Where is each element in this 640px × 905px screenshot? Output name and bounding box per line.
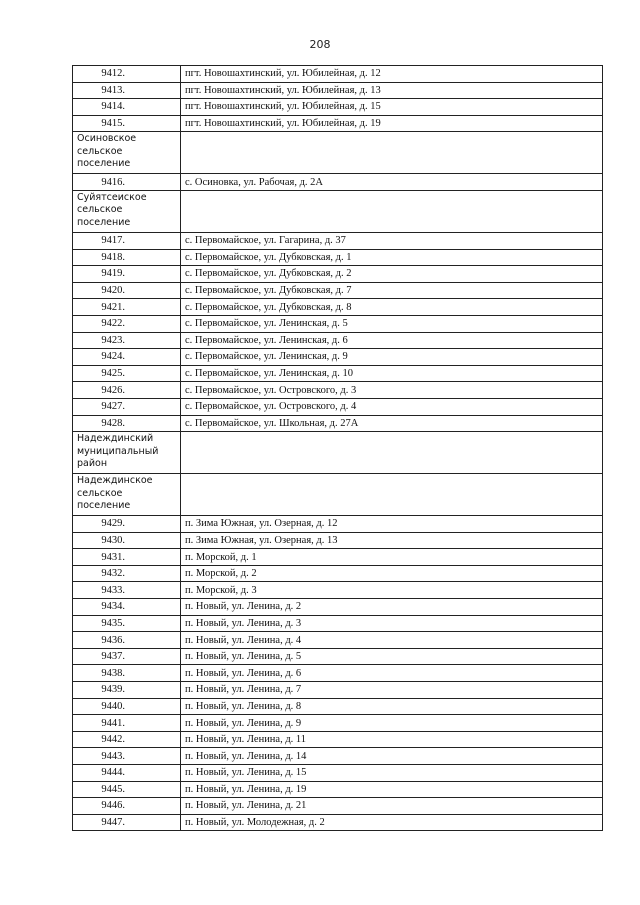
row-address: с. Осиновка, ул. Рабочая, д. 2А [181, 174, 603, 191]
row-number: 9412. [73, 66, 181, 83]
section-header-label: Суйятсеиское сельское поселение [73, 190, 181, 232]
table-row [73, 632, 603, 649]
row-address: с. Первомайское, ул. Островского, д. 4 [181, 398, 603, 415]
table-row [73, 665, 603, 682]
table-row [73, 82, 603, 99]
table-row [73, 698, 603, 715]
row-number: 9423. [73, 332, 181, 349]
table-row [73, 99, 603, 116]
row-number: 9421. [73, 299, 181, 316]
row-number: 9433. [73, 582, 181, 599]
row-address: п. Новый, ул. Ленина, д. 7 [181, 682, 603, 699]
row-number: 9424. [73, 349, 181, 366]
row-number: 9431. [73, 549, 181, 566]
section-header-row [73, 132, 603, 174]
row-address: п. Новый, ул. Ленина, д. 9 [181, 715, 603, 732]
table-row [73, 282, 603, 299]
table-row [73, 365, 603, 382]
table-row [73, 232, 603, 249]
row-number: 9419. [73, 266, 181, 283]
row-address: п. Новый, ул. Ленина, д. 15 [181, 765, 603, 782]
row-address: п. Зима Южная, ул. Озерная, д. 12 [181, 516, 603, 533]
table-row [73, 532, 603, 549]
row-number: 9422. [73, 315, 181, 332]
table-row [73, 299, 603, 316]
table-row [73, 781, 603, 798]
row-number: 9426. [73, 382, 181, 399]
row-address: п. Новый, ул. Ленина, д. 6 [181, 665, 603, 682]
row-address: п. Новый, ул. Ленина, д. 14 [181, 748, 603, 765]
table-row [73, 549, 603, 566]
section-header-empty-cell [181, 132, 603, 174]
row-address: п. Новый, ул. Ленина, д. 5 [181, 648, 603, 665]
table-row [73, 382, 603, 399]
row-address: п. Новый, ул. Ленина, д. 11 [181, 731, 603, 748]
section-header-row [73, 432, 603, 474]
table-row [73, 266, 603, 283]
row-number: 9445. [73, 781, 181, 798]
row-address: п. Зима Южная, ул. Озерная, д. 13 [181, 532, 603, 549]
section-header-empty-cell [181, 474, 603, 516]
row-number: 9428. [73, 415, 181, 432]
table-row [73, 249, 603, 266]
table-row [73, 814, 603, 831]
row-address: пгт. Новошахтинский, ул. Юбилейная, д. 15 [181, 99, 603, 116]
row-address: с. Первомайское, ул. Гагарина, д. 37 [181, 232, 603, 249]
row-address: с. Первомайское, ул. Ленинская, д. 5 [181, 315, 603, 332]
row-number: 9417. [73, 232, 181, 249]
row-address: п. Новый, ул. Ленина, д. 8 [181, 698, 603, 715]
row-number: 9437. [73, 648, 181, 665]
table-row [73, 682, 603, 699]
row-address: с. Первомайское, ул. Школьная, д. 27А [181, 415, 603, 432]
row-address: п. Новый, ул. Ленина, д. 19 [181, 781, 603, 798]
row-address: п. Новый, ул. Ленина, д. 21 [181, 798, 603, 815]
table-row [73, 798, 603, 815]
row-address: п. Морской, д. 1 [181, 549, 603, 566]
row-number: 9427. [73, 398, 181, 415]
section-header-empty-cell [181, 432, 603, 474]
section-header-label: Осиновское сельское поселение [73, 132, 181, 174]
table-row [73, 516, 603, 533]
table-row [73, 415, 603, 432]
address-table-body [73, 66, 603, 831]
table-row [73, 315, 603, 332]
row-address: п. Новый, ул. Ленина, д. 2 [181, 599, 603, 616]
table-row [73, 349, 603, 366]
row-number: 9413. [73, 82, 181, 99]
table-row [73, 174, 603, 191]
row-number: 9444. [73, 765, 181, 782]
row-number: 9434. [73, 599, 181, 616]
row-number: 9420. [73, 282, 181, 299]
table-row [73, 748, 603, 765]
row-number: 9446. [73, 798, 181, 815]
row-address: с. Первомайское, ул. Дубковская, д. 2 [181, 266, 603, 283]
row-address: с. Первомайское, ул. Ленинская, д. 10 [181, 365, 603, 382]
section-header-label: Надеждинский муниципальный район [73, 432, 181, 474]
row-address: п. Новый, ул. Молодежная, д. 2 [181, 814, 603, 831]
row-number: 9416. [73, 174, 181, 191]
row-number: 9442. [73, 731, 181, 748]
row-address: с. Первомайское, ул. Дубковская, д. 7 [181, 282, 603, 299]
row-address: с. Первомайское, ул. Ленинская, д. 6 [181, 332, 603, 349]
row-number: 9440. [73, 698, 181, 715]
address-table [72, 65, 603, 831]
row-address: п. Морской, д. 3 [181, 582, 603, 599]
table-row [73, 599, 603, 616]
row-number: 9439. [73, 682, 181, 699]
section-header-label: Надеждинское сельское поселение [73, 474, 181, 516]
table-row [73, 648, 603, 665]
row-address: пгт. Новошахтинский, ул. Юбилейная, д. 13 [181, 82, 603, 99]
row-number: 9418. [73, 249, 181, 266]
table-row [73, 582, 603, 599]
row-number: 9415. [73, 115, 181, 132]
row-address: п. Новый, ул. Ленина, д. 4 [181, 632, 603, 649]
row-address: пгт. Новошахтинский, ул. Юбилейная, д. 19 [181, 115, 603, 132]
row-number: 9441. [73, 715, 181, 732]
row-number: 9435. [73, 615, 181, 632]
row-address: с. Первомайское, ул. Островского, д. 3 [181, 382, 603, 399]
table-row [73, 765, 603, 782]
row-address: с. Первомайское, ул. Дубковская, д. 8 [181, 299, 603, 316]
table-row [73, 66, 603, 83]
row-address: с. Первомайское, ул. Ленинская, д. 9 [181, 349, 603, 366]
table-row [73, 115, 603, 132]
row-address: пгт. Новошахтинский, ул. Юбилейная, д. 12 [181, 66, 603, 83]
row-number: 9443. [73, 748, 181, 765]
row-number: 9425. [73, 365, 181, 382]
page-number: 208 [309, 38, 331, 51]
row-number: 9438. [73, 665, 181, 682]
table-row [73, 565, 603, 582]
row-number: 9432. [73, 565, 181, 582]
section-header-row [73, 474, 603, 516]
row-number: 9430. [73, 532, 181, 549]
row-number: 9429. [73, 516, 181, 533]
row-address: п. Морской, д. 2 [181, 565, 603, 582]
table-row [73, 731, 603, 748]
row-number: 9436. [73, 632, 181, 649]
table-row [73, 332, 603, 349]
row-address: с. Первомайское, ул. Дубковская, д. 1 [181, 249, 603, 266]
row-number: 9414. [73, 99, 181, 116]
section-header-row [73, 190, 603, 232]
row-number: 9447. [73, 814, 181, 831]
row-address: п. Новый, ул. Ленина, д. 3 [181, 615, 603, 632]
table-row [73, 615, 603, 632]
section-header-empty-cell [181, 190, 603, 232]
table-row [73, 715, 603, 732]
table-row [73, 398, 603, 415]
